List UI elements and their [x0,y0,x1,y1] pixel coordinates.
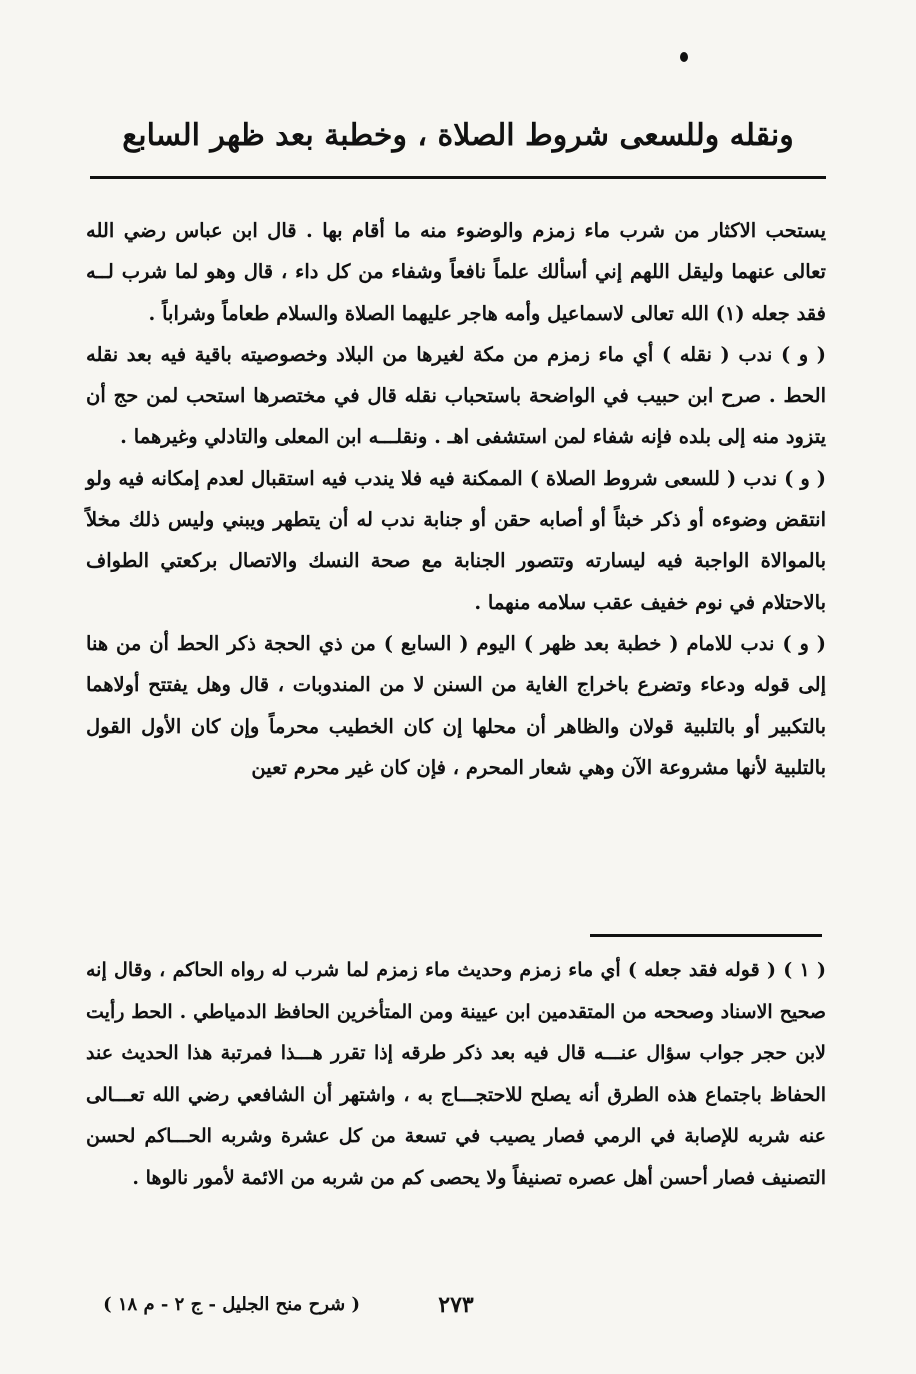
signature-line: ( شرح منح الجليل - ج ٢ - م ١٨ ) [103,1294,360,1315]
main-text [86,210,826,788]
header-rule [90,176,826,179]
footnote [86,950,826,1200]
footnote-rule [590,934,822,937]
footnote-text: ( ١ ) ( قوله فقد جعله ) أي ماء زمزم وحديث ماء زمزم لما شرب له رواه الحاكم ، وقال إنه صحيح الاسناد وصححه من المتقدمين ابن عيينة ومن المتأخرين الحافظ الدمياطي . الحط رأيت لابن حجر جواب سؤال عنـــه قال فيه بعد ذكر طرقه إذا تقرر هـــذا فمرتبة هذا الحديث عند الحفاظ باجتماع هذه الطرق أنه يصلح للاحتجـــاج به ، واشتهر أن الشافعي رضي الله تعـــالى عنه شربه للإصابة في الرمي فصار يصيب في تسعة من كل عشرة وشربه الحـــاكم لحسن التصنيف فصار أحسن أهل عصره تصنيفاً ولا يحصى كم من شربه من الائمة لأمور نالوها . [86,959,826,1189]
ink-speck [680,52,688,62]
page-number: ٢٧٣ [438,1292,474,1318]
page-header: ونقله وللسعى شروط الصلاة ، وخطبة بعد ظهر السابع [122,118,794,153]
paragraph-4: ( و ) ندب للامام ( خطبة بعد ظهر ) اليوم ( السابع ) من ذي الحجة ذكر الحط أن من هنا إلى قوله ودعاء وتضرع باخراج الغاية من السنن لا من المندوبات ، قال وهل يفتتح أولاهما بالتكبير أو بالتلبية قولان والظاهر أن محلها إن كان الخطيب محرماً وإن كان الأول القول بالتلبية لأنها مشروعة الآن وهي شعار المحرم ، فإن كان غير محرم تعين [86,631,826,779]
paragraph-3: ( و ) ندب ( للسعى شروط الصلاة ) الممكنة فيه فلا يندب فيه استقبال لعدم إمكانه فيه ولو انتقض وضوءه أو ذكر خبثاً أو أصابه حقن أو جنابة ندب له أن يتطهر ويبني وليس ذلك مخلاً بالموالاة الواجبة فيه ليسارته وتتصور الجنابة مع صحة النسك والاتصال بركعتي الطواف بالاحتلام في نوم خفيف عقب سلامه منهما . [86,466,826,614]
paragraph-1: يستحب الاكثار من شرب ماء زمزم والوضوء منه ما أقام بها . قال ابن عباس رضي الله تعالى عنهما وليقل اللهم إني أسألك علماً نافعاً وشفاء من كل داء ، قال وهو لما شرب لــه فقد جعله (١) الله تعالى لاسماعيل وأمه هاجر عليهما الصلاة والسلام طعاماً وشراباً . [86,219,826,325]
paragraph-2: ( و ) ندب ( نقله ) أي ماء زمزم من مكة لغيرها من البلاد وخصوصيته باقية فيه بعد نقله الحط . صرح ابن حبيب في الواضحة باستحباب نقله قال في مختصرها استحب لمن حج أن يتزود منه إلى بلده فإنه شفاء لمن استشفى اهـ . ونقلـــه ابن المعلى والتادلي وغيرهما . [86,342,826,449]
